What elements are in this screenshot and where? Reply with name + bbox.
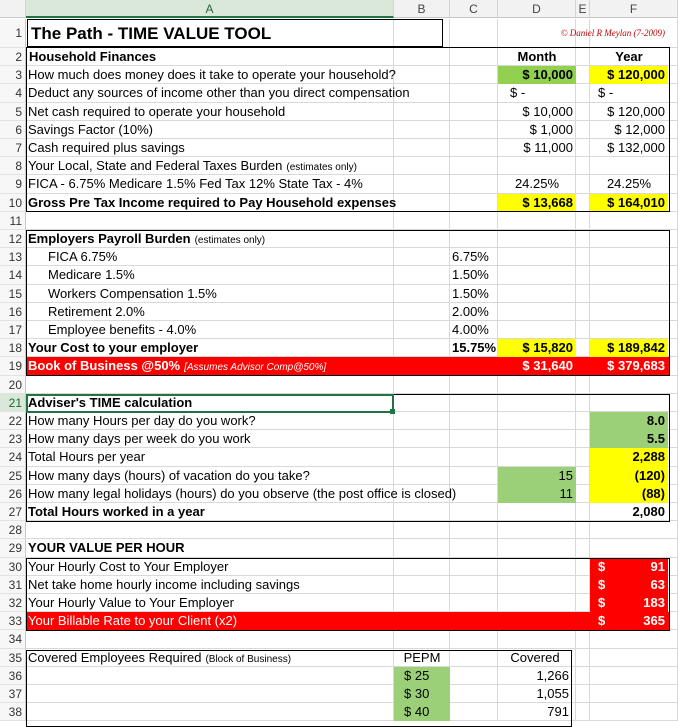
grid-cell	[576, 303, 590, 321]
row-header-14[interactable]: 14	[0, 266, 26, 284]
grid-cell	[576, 339, 590, 357]
select-all-corner[interactable]	[0, 0, 26, 18]
grid-cell	[590, 703, 678, 721]
grid-cell	[394, 285, 450, 303]
row-header-16[interactable]: 16	[0, 303, 26, 321]
grid-cell	[498, 394, 576, 412]
grid-cell	[576, 48, 590, 66]
grid-cell	[576, 157, 590, 175]
taxes-estimates-note: (estimates only)	[286, 162, 357, 174]
grid-cell	[576, 230, 590, 248]
grid-cell	[576, 66, 590, 84]
column-header-c[interactable]: C	[450, 0, 498, 18]
monthly-net-cash[interactable]: $ 10,000	[522, 103, 573, 119]
row-header-29[interactable]: 29	[0, 539, 26, 557]
net-hourly-income[interactable]: 63	[650, 576, 665, 592]
label-row-7[interactable]: Cash required plus savings	[28, 140, 185, 155]
grid-cell	[26, 521, 394, 539]
grid-cell	[26, 376, 394, 394]
dollar-sign[interactable]: $	[598, 558, 606, 574]
grid-cell	[498, 303, 576, 321]
row-header-15[interactable]: 15	[0, 285, 26, 303]
label-row-19[interactable]: Book of Business @50% [Assumes Advisor Comp@50%]	[28, 358, 327, 374]
advisor-comp-note: [Assumes Advisor Comp@50%]	[184, 362, 327, 374]
benefits-rate[interactable]: 4.00%	[452, 322, 489, 337]
grid-cell	[450, 630, 498, 648]
row-header-36[interactable]: 36	[0, 667, 26, 685]
block-of-business-note: (Block of Business)	[205, 653, 292, 665]
grid-cell	[590, 303, 678, 321]
label-row-18[interactable]: Your Cost to your employer	[28, 340, 199, 356]
label-row-25[interactable]: How many days (hours) of vacation do you take?	[28, 467, 310, 483]
row-header-6[interactable]: 6	[0, 121, 26, 139]
grid-cell	[498, 321, 576, 339]
grid-cell	[394, 266, 450, 284]
total-hours-per-year[interactable]: 2,288	[632, 449, 665, 465]
grid-cell	[576, 394, 590, 412]
label-row-30[interactable]: Your Hourly Cost to Your Employer	[28, 558, 229, 574]
label-row-22[interactable]: How many Hours per day do you work?	[28, 413, 256, 428]
grid-cell	[576, 521, 590, 539]
monthly-cash-plus-savings[interactable]: $ 11,000	[523, 140, 573, 155]
yearly-household-cost[interactable]: $ 120,000	[590, 66, 668, 84]
row-header-21[interactable]: 21	[0, 394, 26, 412]
monthly-cost-to-employer[interactable]: $ 15,820	[498, 339, 576, 357]
hours-per-day[interactable]: 8.0	[646, 413, 665, 428]
grid-cell	[576, 485, 590, 503]
grid-cell	[590, 649, 678, 667]
year-header[interactable]: Year	[615, 49, 643, 64]
grid-cell	[590, 212, 678, 230]
row-header-17[interactable]: 17	[0, 321, 26, 339]
grid-cell	[498, 558, 576, 576]
grid-cell	[576, 285, 590, 303]
row-header-37[interactable]: 37	[0, 685, 26, 703]
label-row-8[interactable]: Your Local, State and Federal Taxes Burden (estimates only)	[28, 158, 357, 174]
row-header-11[interactable]: 11	[0, 212, 26, 230]
household-finances-heading[interactable]: Household Finances	[29, 49, 157, 64]
grid-cell	[576, 539, 590, 557]
yearly-cash-plus-savings[interactable]: $ 132,000	[607, 140, 665, 155]
grid-cell	[450, 685, 498, 703]
label-row-9[interactable]: FICA - 6.75% Medicare 1.5% Fed Tax 12% State Tax - 4%	[28, 176, 363, 192]
row-header-7[interactable]: 7	[0, 139, 26, 157]
grid-cell	[576, 503, 590, 521]
yearly-net-cash[interactable]: $ 120,000	[607, 103, 665, 119]
label-row-26[interactable]: How many legal holidays (hours) do you observe (the post office is closed)	[28, 485, 457, 501]
monthly-savings[interactable]: $ 1,000	[529, 121, 573, 137]
yearly-savings[interactable]: $ 12,000	[614, 121, 665, 137]
monthly-other-income[interactable]: $ -	[510, 85, 526, 101]
fill-handle[interactable]	[390, 409, 395, 414]
grid-cell	[590, 521, 678, 539]
grid-cell	[498, 521, 576, 539]
grid-cell	[576, 248, 590, 266]
pepm-value[interactable]: $ 30	[404, 686, 430, 701]
grid-cell	[576, 649, 590, 667]
grid-cell	[498, 376, 576, 394]
grid-cell	[394, 321, 450, 339]
row-header-10[interactable]: 10	[0, 194, 26, 212]
grid-cell	[498, 157, 576, 175]
grid-cell	[498, 594, 576, 612]
row-header-31[interactable]: 31	[0, 576, 26, 594]
grid-cell	[26, 685, 394, 703]
grid-cell	[498, 212, 576, 230]
column-header-b[interactable]: B	[394, 0, 450, 18]
row-header-34[interactable]: 34	[0, 630, 26, 648]
grid-cell	[576, 266, 590, 284]
label-medicare[interactable]: Medicare 1.5%	[48, 267, 135, 283]
retirement-rate[interactable]: 2.00%	[452, 303, 489, 319]
grid-cell	[576, 412, 590, 430]
grid-cell	[450, 19, 498, 48]
grid-cell	[498, 576, 576, 594]
grid-cell	[394, 521, 450, 539]
grid-cell	[590, 248, 678, 266]
month-header[interactable]: Month	[517, 49, 557, 64]
label-employee-benefits[interactable]: Employee benefits - 4.0%	[48, 322, 197, 337]
grid-cell	[576, 685, 590, 703]
grid-cell	[576, 121, 590, 139]
grid-cell	[576, 630, 590, 648]
label-row-23[interactable]: How many days per week do you work	[28, 431, 251, 447]
grid-cell	[576, 430, 590, 448]
grid-cell	[590, 394, 678, 412]
monthly-household-cost[interactable]: $ 10,000	[498, 66, 576, 84]
grid-cell	[576, 467, 590, 485]
row-header-33[interactable]: 33	[0, 612, 26, 630]
grid-cell	[394, 212, 450, 230]
grid-cell	[590, 285, 678, 303]
grid-cell	[576, 594, 590, 612]
grid-cell	[576, 321, 590, 339]
label-row-21[interactable]: Adviser's TIME calculation	[28, 394, 193, 410]
grid-cell	[576, 84, 590, 102]
payroll-estimates-note: (estimates only)	[194, 235, 266, 246]
fica-rate[interactable]: 6.75%	[452, 249, 489, 265]
grid-cell	[590, 230, 678, 248]
medicare-rate[interactable]: 1.50%	[452, 267, 489, 283]
label-row-12[interactable]: Employers Payroll Burden (estimates only)	[28, 231, 266, 246]
row-header-19[interactable]: 19	[0, 357, 26, 375]
grid-cell	[498, 448, 576, 466]
grid-cell	[26, 667, 394, 685]
holiday-hours[interactable]: (88)	[641, 485, 665, 501]
monthly-book-of-business[interactable]: $ 31,640	[522, 358, 573, 374]
monthly-gross-income[interactable]: $ 13,668	[498, 194, 576, 212]
vacation-days[interactable]: 15	[558, 467, 573, 483]
label-fica[interactable]: FICA 6.75%	[48, 249, 118, 265]
sheet-title[interactable]: The Path - TIME VALUE TOOL	[27, 19, 443, 47]
grid-cell	[450, 521, 498, 539]
column-header-a[interactable]: A	[26, 0, 394, 18]
label-row-33[interactable]: Your Billable Rate to your Client (x2)	[28, 613, 238, 629]
pepm-header[interactable]: PEPM	[403, 649, 441, 665]
row-header-22[interactable]: 22	[0, 412, 26, 430]
label-row-27[interactable]: Total Hours worked in a year	[28, 504, 205, 519]
grid-cell	[576, 103, 590, 121]
row-header-12[interactable]: 12	[0, 230, 26, 248]
yearly-cost-to-employer[interactable]: $ 189,842	[590, 339, 668, 357]
column-header-d[interactable]: D	[498, 0, 576, 18]
total-hours-worked[interactable]: 2,080	[632, 504, 665, 519]
yearly-gross-income[interactable]: $ 164,010	[590, 194, 668, 212]
label-row-32[interactable]: Your Hourly Value to Your Employer	[28, 595, 234, 610]
label-row-6[interactable]: Savings Factor (10%)	[28, 121, 153, 137]
label-row-35[interactable]: Covered Employees Required (Block of Business)	[28, 649, 292, 665]
yearly-tax-rate[interactable]: 24.25%	[606, 176, 652, 192]
grid-cell	[590, 321, 678, 339]
row-header-30[interactable]: 30	[0, 558, 26, 576]
row-header-26[interactable]: 26	[0, 485, 26, 503]
grid-cell	[590, 266, 678, 284]
row-header-27[interactable]: 27	[0, 503, 26, 521]
grid-cell	[590, 667, 678, 685]
grid-cell	[576, 667, 590, 685]
row-header-13[interactable]: 13	[0, 248, 26, 266]
dollar-sign[interactable]: $	[598, 613, 606, 629]
grid-cell	[394, 248, 450, 266]
row-header-28[interactable]: 28	[0, 521, 26, 539]
grid-cell	[394, 376, 450, 394]
grid-cell	[450, 376, 498, 394]
pepm-value[interactable]: $ 40	[404, 704, 430, 720]
row-header-8[interactable]: 8	[0, 157, 26, 175]
grid-cell	[498, 230, 576, 248]
label-row-3[interactable]: How much does money does it take to operate your household?	[28, 67, 396, 83]
row-header-4[interactable]: 4	[0, 84, 26, 102]
grid-cell	[590, 157, 678, 175]
grid-cell	[590, 376, 678, 394]
covered-employees[interactable]: 1,055	[536, 686, 569, 701]
dollar-sign[interactable]: $	[598, 595, 606, 610]
grid-cell	[498, 266, 576, 284]
row-header-3[interactable]: 3	[0, 66, 26, 84]
grid-cell	[590, 685, 678, 703]
yearly-other-income[interactable]: $ -	[598, 85, 614, 101]
grid-cell	[450, 667, 498, 685]
grid-cell	[394, 630, 450, 648]
hourly-value-to-employer[interactable]: 183	[643, 595, 665, 610]
grid-cell	[394, 303, 450, 321]
column-header-f[interactable]: F	[590, 0, 678, 18]
grid-cell	[498, 539, 576, 557]
yearly-book-of-business[interactable]: $ 379,683	[607, 358, 665, 374]
grid-cell	[498, 630, 576, 648]
grid-cell	[576, 376, 590, 394]
pepm-value[interactable]: $ 25	[404, 667, 430, 683]
grid-cell	[576, 576, 590, 594]
label-workers-comp[interactable]: Workers Compensation 1.5%	[48, 285, 217, 301]
row-header-20[interactable]: 20	[0, 376, 26, 394]
row-header-32[interactable]: 32	[0, 594, 26, 612]
grid-cell	[26, 703, 394, 721]
grid-cell	[576, 448, 590, 466]
grid-cell	[590, 539, 678, 557]
grid-cell	[498, 430, 576, 448]
row-header-2[interactable]: 2	[0, 48, 26, 66]
covered-employees[interactable]: 1,266	[536, 667, 569, 683]
grid-cell	[498, 412, 576, 430]
workers-comp-rate[interactable]: 1.50%	[452, 285, 489, 301]
grid-cell	[498, 248, 576, 266]
row-header-25[interactable]: 25	[0, 467, 26, 485]
dollar-sign[interactable]: $	[598, 576, 606, 592]
row-header-38[interactable]: 38	[0, 703, 26, 721]
monthly-tax-rate[interactable]: 24.25%	[514, 176, 560, 192]
covered-header[interactable]: Covered	[510, 649, 560, 665]
row-header-5[interactable]: 5	[0, 103, 26, 121]
billable-rate[interactable]: 365	[643, 613, 665, 629]
grid-cell	[498, 285, 576, 303]
grid-cell	[576, 212, 590, 230]
grid-cell	[590, 630, 678, 648]
row-header-23[interactable]: 23	[0, 430, 26, 448]
row-header-24[interactable]: 24	[0, 448, 26, 466]
row-header-9[interactable]: 9	[0, 175, 26, 193]
label-row-24[interactable]: Total Hours per year	[28, 449, 146, 465]
covered-employees[interactable]: 791	[547, 704, 569, 720]
vacation-hours[interactable]: (120)	[634, 467, 665, 483]
grid-cell	[576, 194, 590, 212]
row-header-18[interactable]: 18	[0, 339, 26, 357]
grid-cell	[576, 558, 590, 576]
label-row-29[interactable]: YOUR VALUE PER HOUR	[28, 540, 185, 556]
grid-cell	[26, 212, 394, 230]
row-header-35[interactable]: 35	[0, 649, 26, 667]
grid-cell	[498, 503, 576, 521]
hourly-cost-to-employer[interactable]: 91	[650, 558, 665, 574]
grid-cell	[450, 703, 498, 721]
column-header-e[interactable]: E	[576, 0, 590, 18]
label-row-10[interactable]: Gross Pre Tax Income required to Pay Household expenses	[28, 194, 397, 210]
label-row-4[interactable]: Deduct any sources of income other than you direct compensation	[28, 85, 410, 101]
row-header-1[interactable]: 1	[0, 19, 26, 48]
days-per-week[interactable]: 5.5	[646, 431, 665, 447]
label-row-5[interactable]: Net cash required to operate your household	[28, 103, 286, 119]
grid-cell	[450, 649, 498, 667]
holiday-days[interactable]: 11	[559, 485, 573, 501]
grid-cell	[26, 630, 394, 648]
grid-cell	[576, 175, 590, 193]
label-retirement[interactable]: Retirement 2.0%	[48, 303, 145, 319]
grid-cell	[576, 703, 590, 721]
grid-cell	[450, 212, 498, 230]
author-credit[interactable]: © Daniel R Meylan (7-2009)	[560, 28, 665, 38]
total-burden-rate[interactable]: 15.75%	[452, 340, 497, 356]
grid-cell	[576, 139, 590, 157]
label-row-31[interactable]: Net take home hourly income including savings	[28, 576, 300, 592]
